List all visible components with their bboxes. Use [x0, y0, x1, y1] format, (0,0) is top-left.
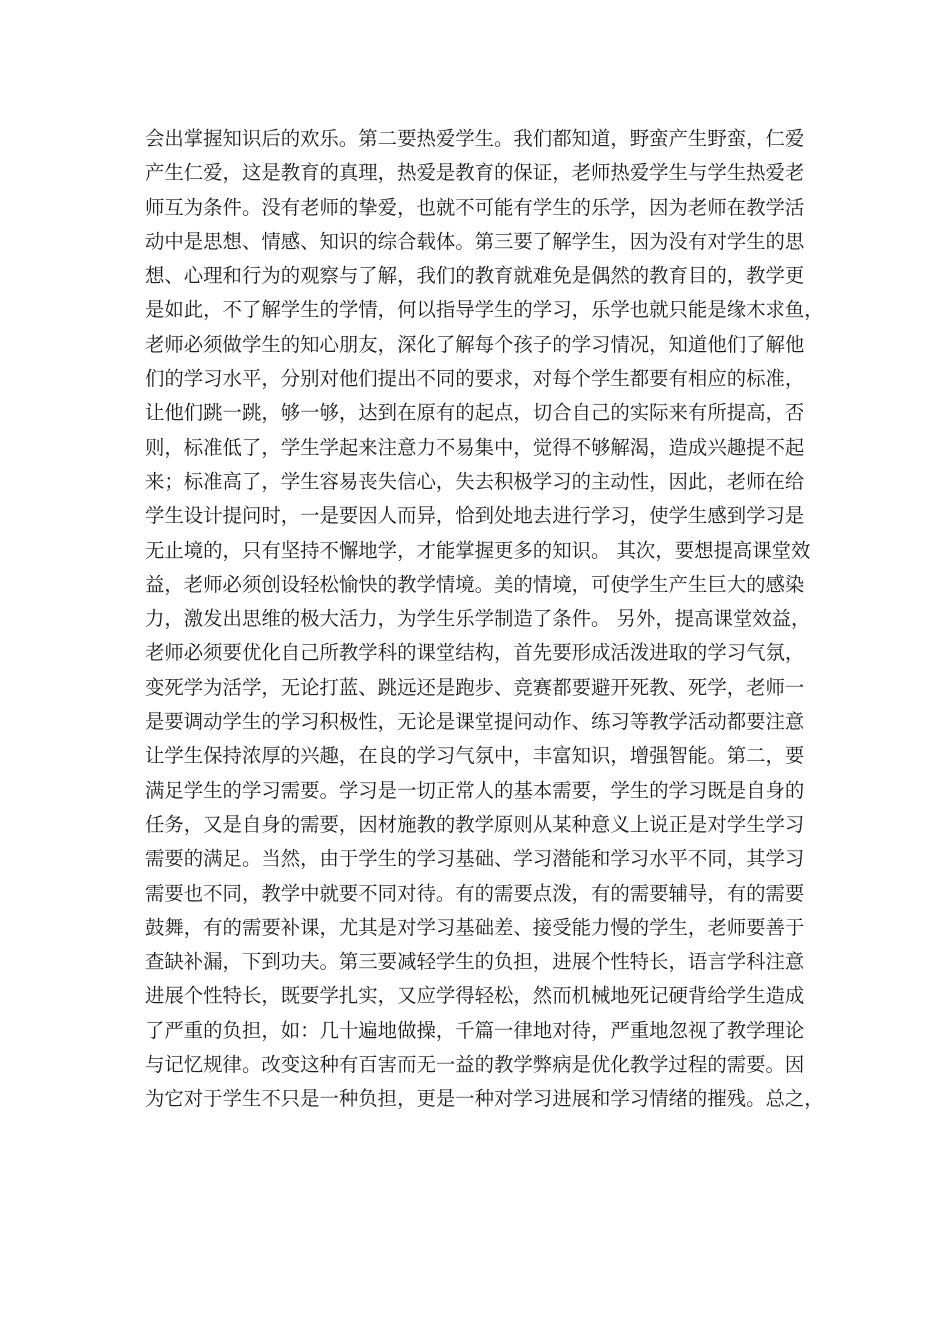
- text-line: 为它对于学生不只是一种负担，更是一种对学习进展和学习情绪的摧残。总之，: [145, 1087, 824, 1111]
- text-line: 了严重的负担，如：几十遍地做操，千篇一律地对待，严重地忽视了教学理论: [145, 1018, 805, 1042]
- text-line: 进展个性特长，既要学扎实，又应学得轻松，然而机械地死记硬背给学生造成: [145, 984, 805, 1008]
- text-line: 想、心理和行为的观察与了解，我们的教育就难免是偶然的教育目的，教学更: [145, 264, 805, 288]
- text-line: 与记忆规律。改变这种有百害而无一益的教学弊病是优化教学过程的需要。因: [145, 1053, 805, 1077]
- text-line: 变死学为活学，无论打蓝、跳远还是跑步、竞赛都要避开死教、死学，老师一: [145, 675, 805, 699]
- text-line: 是要调动学生的学习积极性，无论是课堂提问动作、练习等教学活动都要注意: [145, 710, 805, 734]
- text-line: 满足学生的学习需要。学习是一切正常人的基本需要，学生的学习既是自身的: [145, 778, 805, 802]
- text-line: 则，标准低了，学生学起来注意力不易集中，觉得不够解渴，造成兴趣提不起: [145, 435, 805, 459]
- text-line: 益，老师必须创设轻松愉快的教学情境。美的情境，可使学生产生巨大的感染: [145, 572, 805, 596]
- body-text: [145, 122, 824, 1117]
- text-line: 来；标准高了，学生容易丧失信心，失去积极学习的主动性，因此，老师在给: [145, 469, 805, 493]
- text-line: 无止境的，只有坚持不懈地学，才能掌握更多的知识。 其次，要想提高课堂效: [145, 538, 811, 562]
- text-line: 动中是思想、情感、知识的综合载体。第三要了解学生，因为没有对学生的思: [145, 229, 805, 253]
- text-line: 力，激发出思维的极大活力，为学生乐学制造了条件。 另外，提高课堂效益，: [145, 607, 811, 631]
- text-line: 们的学习水平，分别对他们提出不同的要求，对每个学生都要有相应的标准，: [145, 367, 805, 391]
- text-line: 需要也不同，教学中就要不同对待。有的需要点泼，有的需要辅导，有的需要: [145, 881, 805, 905]
- text-line: 任务，又是自身的需要，因材施教的教学原则从某种意义上说正是对学生学习: [145, 812, 805, 836]
- text-line: 查缺补漏，下到功夫。第三要减轻学生的负担，进展个性特长，语言学科注意: [145, 950, 805, 974]
- text-line: 老师必须做学生的知心朋友，深化了解每个孩子的学习情况，知道他们了解他: [145, 332, 805, 356]
- text-line: 产生仁爱，这是教育的真理，热爱是教育的保证，老师热爱学生与学生热爱老: [145, 161, 805, 185]
- text-line: 鼓舞，有的需要补课，尤其是对学习基础差、接受能力慢的学生，老师要善于: [145, 915, 805, 939]
- text-line: 需要的满足。当然，由于学生的学习基础、学习潜能和学习水平不同，其学习: [145, 847, 805, 871]
- text-line: 学生设计提问时，一是要因人而异，恰到处地去进行学习，使学生感到学习是: [145, 504, 805, 528]
- text-line: 会出掌握知识后的欢乐。第二要热爱学生。我们都知道，野蛮产生野蛮，仁爱: [145, 127, 805, 150]
- text-line: 让他们跳一跳，够一够，达到在原有的起点，切合自己的实际来有所提高，否: [145, 401, 805, 425]
- text-line: 是如此，不了解学生的学情，何以指导学生的学习，乐学也就只能是缘木求鱼，: [145, 298, 824, 322]
- text-line: 让学生保持浓厚的兴趣，在良的学习气氛中，丰富知识，增强智能。第二，要: [145, 744, 805, 768]
- text-line: 师互为条件。没有老师的挚爱，也就不可能有学生的乐学，因为老师在教学活: [145, 195, 805, 219]
- text-line: 老师必须要优化自己所教学科的课堂结构，首先要形成活泼进取的学习气氛，: [145, 641, 805, 665]
